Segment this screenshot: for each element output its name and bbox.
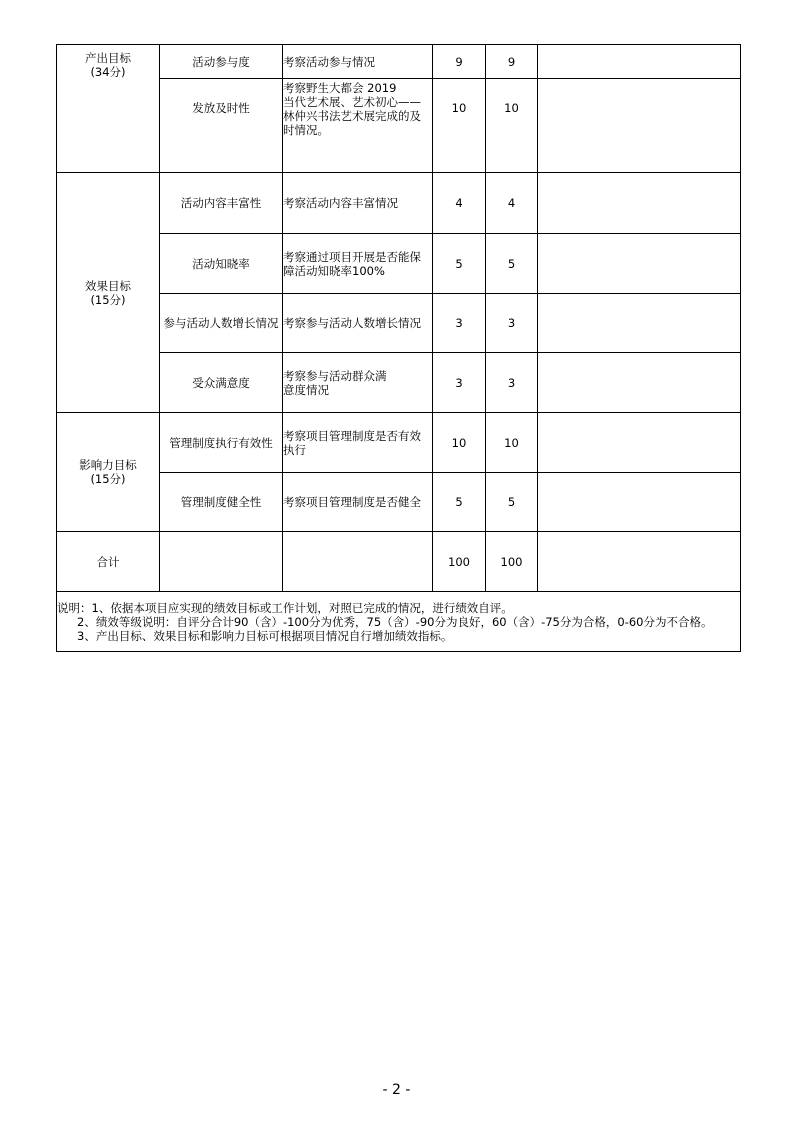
description-cell (283, 45, 433, 79)
remark-cell (538, 234, 741, 294)
indicator-cell: 参与活动人数增长情况 (160, 294, 283, 353)
description-line: 考察活动参与情况 (283, 54, 375, 69)
weight-cell: 5 (433, 473, 486, 532)
indicator-cell: 管理制度执行有效性 (160, 413, 283, 473)
remark-cell (538, 79, 741, 173)
remark-cell (538, 173, 741, 234)
total-row (57, 532, 741, 592)
table-row (57, 473, 741, 532)
total-score: 100 (486, 532, 538, 592)
note-line-1: 说明：1、依据本项目应实现的绩效目标或工作计划，对照已完成的情况，进行绩效自评。 (57, 600, 513, 615)
table-row (57, 45, 741, 79)
description-line: 考察项目管理制度是否有效 (283, 428, 421, 443)
description-line: 考察通过项目开展是否能保 (283, 249, 421, 264)
total-label: 合计 (57, 532, 160, 592)
description-cell (283, 473, 433, 532)
category-name: 影响力目标 (79, 458, 137, 472)
category-name: 效果目标 (85, 278, 131, 293)
description-line: 考察野生大都会 2019 (283, 81, 397, 95)
weight-cell: 3 (433, 294, 486, 353)
description-cell (283, 353, 433, 413)
indicator-cell: 发放及时性 (160, 79, 283, 173)
description-line: 时情况。 (283, 123, 329, 137)
score-cell: 5 (486, 473, 538, 532)
remark-cell (538, 45, 741, 79)
note-line-2: 2、绩效等级说明：自评分合计90（含）-100分为优秀，75（含）-90分为良好，60（含）-75分为合格，0-60分为不合格。 (77, 614, 713, 629)
remark-cell (538, 413, 741, 473)
category-name: 产出目标 (85, 51, 131, 65)
description-cell (283, 234, 433, 294)
description-line: 意度情况 (283, 382, 329, 397)
total-weight: 100 (433, 532, 486, 592)
score-cell: 10 (486, 79, 538, 173)
description-cell (283, 173, 433, 234)
indicator-cell: 活动内容丰富性 (160, 173, 283, 234)
description-line: 考察参与活动群众满 (283, 368, 387, 383)
notes-cell (57, 592, 741, 652)
remark-cell (538, 353, 741, 413)
total-empty-cell (283, 532, 433, 592)
score-cell: 3 (486, 353, 538, 413)
category-points: (15分) (90, 472, 126, 486)
notes-row (57, 592, 741, 652)
description-cell (283, 413, 433, 473)
category-cell (57, 173, 160, 413)
total-remark-cell (538, 532, 741, 592)
score-cell: 4 (486, 173, 538, 234)
weight-cell: 10 (433, 79, 486, 173)
description-line: 当代艺术展、艺术初心—— (283, 95, 421, 109)
indicator-cell: 活动参与度 (160, 45, 283, 79)
note-line-3: 3、产出目标、效果目标和影响力目标可根据项目情况自行增加绩效指标。 (77, 628, 453, 643)
total-empty-cell (160, 532, 283, 592)
score-cell: 10 (486, 413, 538, 473)
table-row (57, 353, 741, 413)
category-points: (34分) (90, 65, 126, 79)
performance-evaluation-table (56, 44, 741, 652)
category-points: (15分) (90, 292, 126, 307)
indicator-cell: 管理制度健全性 (160, 473, 283, 532)
table-row (57, 234, 741, 294)
description-cell (283, 294, 433, 353)
description-line: 考察参与活动人数增长情况 (283, 316, 421, 330)
category-cell (57, 45, 160, 173)
score-cell: 5 (486, 234, 538, 294)
remark-cell (538, 294, 741, 353)
description-line: 障活动知晓率100% (283, 263, 385, 278)
description-line: 考察活动内容丰富情况 (283, 196, 398, 210)
indicator-cell: 受众满意度 (160, 353, 283, 413)
description-line: 执行 (283, 442, 306, 457)
score-cell: 3 (486, 294, 538, 353)
description-line: 林仲兴书法艺术展完成的及 (283, 109, 421, 123)
table-row (57, 173, 741, 234)
table-row (57, 79, 741, 173)
weight-cell: 9 (433, 45, 486, 79)
category-cell (57, 413, 160, 532)
weight-cell: 4 (433, 173, 486, 234)
description-line: 考察项目管理制度是否健全 (283, 495, 421, 509)
score-cell: 9 (486, 45, 538, 79)
indicator-cell: 活动知晓率 (160, 234, 283, 294)
remark-cell (538, 473, 741, 532)
weight-cell: 10 (433, 413, 486, 473)
weight-cell: 5 (433, 234, 486, 294)
description-cell (283, 79, 433, 173)
weight-cell: 3 (433, 353, 486, 413)
page-number: - 2 - (382, 1082, 411, 1098)
table-row (57, 294, 741, 353)
table-row (57, 413, 741, 473)
